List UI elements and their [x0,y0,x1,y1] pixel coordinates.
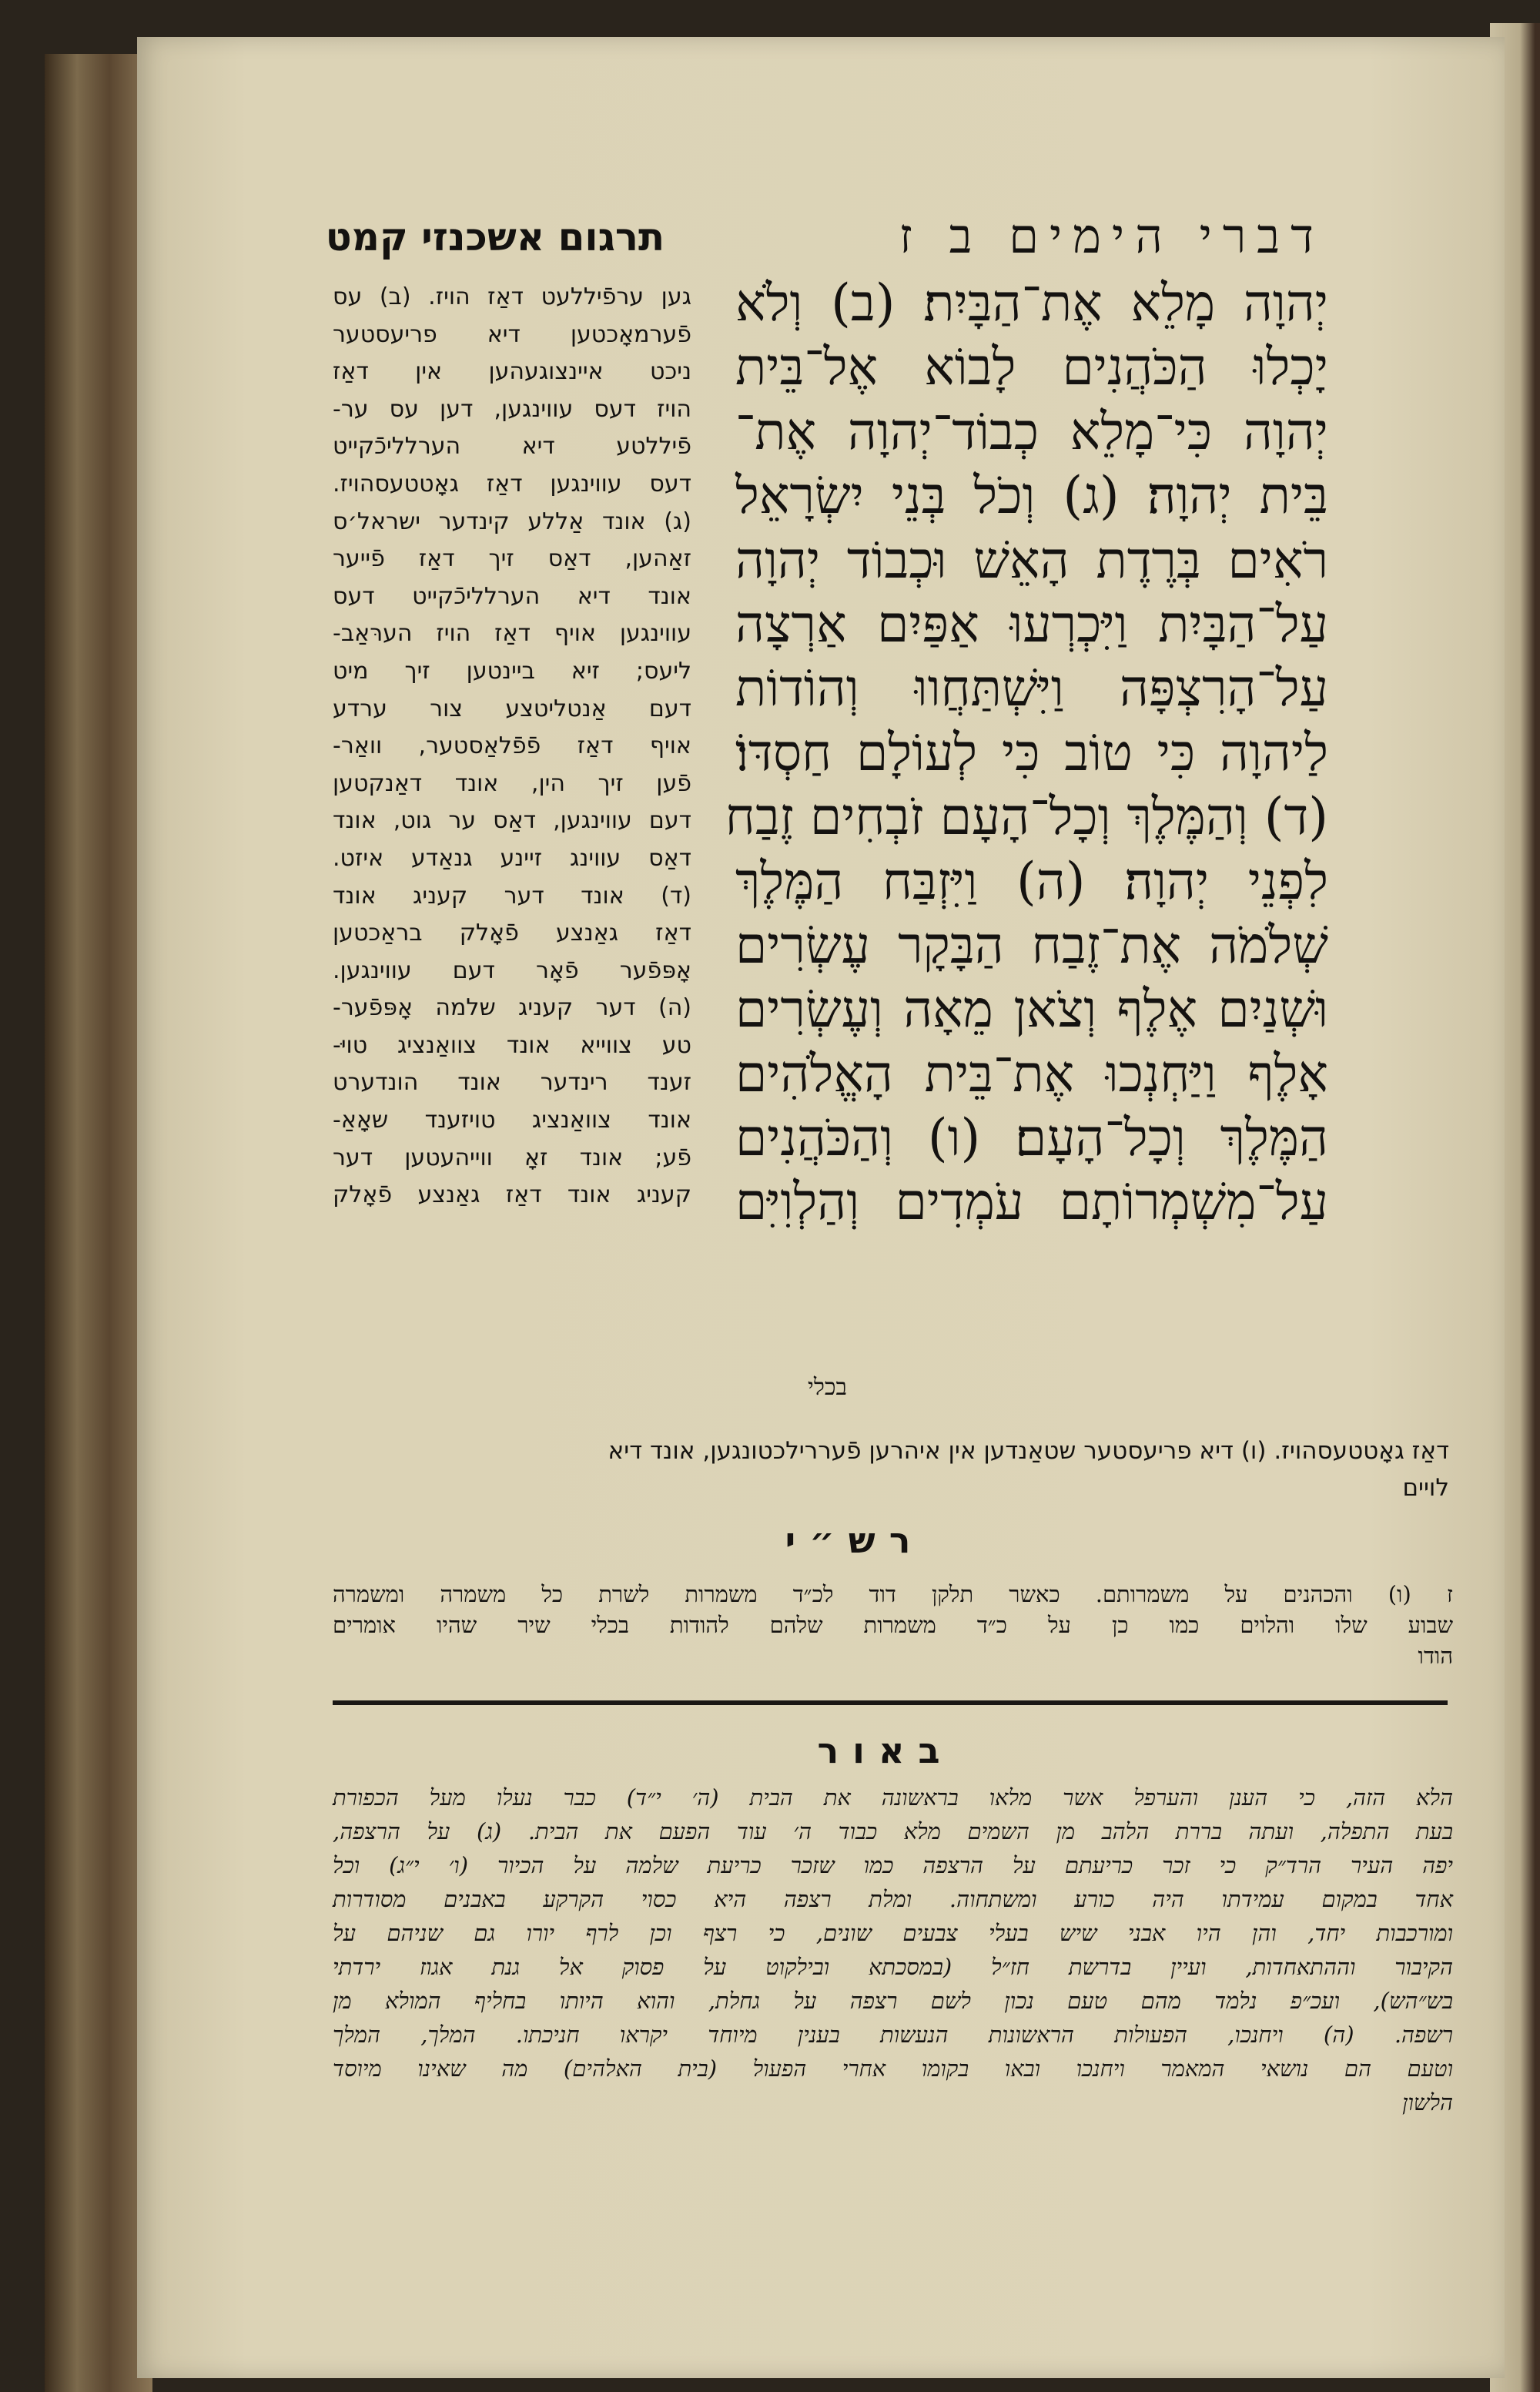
targum-line: עווינגען אויף דאַז הויז הערּאַב- [333,620,691,648]
targum-line: פֿיללטע דיא הערלליכֿקייט [333,433,691,461]
targum-line: אונד דיא הערלליכֿקייט דעס [333,582,691,610]
targum-line: דאַס עווינג זיינע גנאַדע איזט. [333,844,691,872]
targum-line: דעס עווינגען דאַז גאָטטעסהויז. [333,470,691,497]
rashi-line: שבוע שלו והלוים כמו כן על כ״ד משמרות שלהם להודות בכלי שיר שהיו אומרים [333,1612,1453,1638]
biur-commentary [333,1781,1453,2181]
targum-line: דעם עווינגען, דאַס ער גוט, אונד [333,807,691,835]
targum-line: אָפּפֿער פֿאָר דעם עווינגען. [333,956,691,984]
main-line: בֵּית יְהוָה׃ (ג) וְכֹל בְּנֵי יִשְׂרָאֵל [735,466,1328,526]
targum-column-header: תרגום אשכנזי קמט [325,215,665,260]
targum-continuation [333,1432,1449,1509]
biur-line: בש״הש), ועכ״פ נלמד מהם טעם נכון לשם רצפה על גחלת, והוא היותו בחליף המולא מן [333,1988,1453,2014]
targum-line: (ג) אונד אַללע קינדער ישראל׳ס [333,508,691,535]
targum-line: הויז דעס עווינגען, דען עס ער- [333,395,691,423]
targum-line: קעניג אונד דאַז גאַנצע פֿאָלק [333,1181,691,1209]
main-line: עַל־מִשְׁמְרוֹתָם עֹמְדִים וְהַלְוִיִּם [735,1172,1328,1232]
biur-line: הלשון [1402,2089,1453,2116]
main-column-header: דברי הימים ב ז [899,208,1324,264]
biur-line: וטעם הם נושאי המאמר ויחנכו ובאו בקומו אחרי הפעול (בית האלהים) מה שאינו מיוסד [333,2055,1453,2082]
rashi-line: הודו [1418,1643,1453,1669]
biur-line: יפה העיר הרד״ק כי זכר כריעתם על הרצפה כמו שזכר כריעת שלמה על הכיור (ו׳ י״ג) וכל [333,1852,1453,1878]
rashi-line: ז (ו) והכהנים על משמרותם. כאשר תלקן דוד לכ״ד משמרות לשרת כל משמרה ומשמרה [333,1581,1453,1607]
section-divider [333,1700,1448,1705]
main-line: (ד) וְהַמֶּלֶךְ וְכָל־הָעָם זֹבְחִים זֶבַח [725,787,1328,847]
targum-line: ליעס; זיא ביינטען זיך מיט [333,657,691,685]
biur-line: אחד במקום עמידתו היה כורע ומשתחוה. ומלת רצפה היא כסוי הקרקע באבנים מסודרות [333,1886,1453,1912]
main-line: לַיהוָה כִּי טוֹב כִּי לְעוֹלָם חַסְדּוֹ׃ [735,722,1328,782]
targum-line: אונד צוואַנציג טויזענד שאָאַ- [333,1107,691,1134]
targum-line: פֿען זיך הין, אונד דאַנקטען [333,769,691,797]
targum-line: גען ערפֿיללעט דאַז הויז. (ב) עס [333,283,691,310]
biur-line: ומורכבות יחד, והן היו אבני שיש בעלי צבעים שונים, כי רצף וכן לרף יורו גם שניהם על [333,1920,1453,1946]
targum-line: פֿערמאָכטען דיא פריעסטער [333,320,691,348]
targum-line: טע צווייא אונד צוואַנציג טויּ- [333,1031,691,1059]
rashi-header: רש״י [785,1519,925,1561]
targum-line: (ד) אונד דער קעניג אונד [333,882,691,910]
main-line: וּשְׁנַיִם אֶלֶף וְצֹאן מֵאָה וְעֶשְׂרִים [735,980,1328,1040]
main-line: עַל־הַבָּיִת וַיִּכְרְעוּ אַפַּיִם אַרְצָה [735,594,1328,654]
book-page-edges [45,54,152,2392]
targum-translation-text [333,279,691,1449]
rashi-commentary [333,1579,1453,1694]
main-line: יְהוָה מָלֵא אֶת־הַבָּיִת׃ (ב) וְלֹא [735,273,1328,333]
main-line: רֹאִים בְּרֶדֶת הָאֵשׁ וּכְבוֹד יְהוָה [735,530,1328,590]
targum-line: פֿע; אונד זאָ ווייהעטען דער [333,1144,691,1171]
targum-line: אויף דאַז פֿפֿלאַסטער, וואַר- [333,732,691,760]
targum-line: ניכט איינצוגעהען אין דאַז [333,358,691,386]
biur-header: באור [817,1730,954,1771]
biur-line: הלא הזה, כי הענן והערפל אשר מלאו בראשונה את הבית (ה׳ י״ד) כבר נעלו מעל הכפורת [333,1784,1453,1811]
main-line: יָכְלוּ הַכֹּהֲנִים לָבוֹא אֶל־בֵּית [735,337,1328,397]
targum-cont-line: דאַז גאָטטעסהויז. (ו) דיא פריעסטער שטאַנדען אין איהרען פֿעררילכטונגען, אונד דיא [608,1437,1449,1465]
main-line: עַל־הָרִצְפָּה וַיִּשְׁתַּחֲווּ וְהוֹדוֹת [735,658,1328,719]
biur-line: הקיבור וההתאחדות, ועיין בדרשת חז״ל (במסכתא ובילקוט על פסוק אל גנת אגוז ירדתי [333,1954,1453,1980]
targum-line: זענד רינדער אונד הונדערט [333,1069,691,1097]
main-line: שְׁלֹמֹה אֶת־זֶבַח הַבָּקָר עֶשְׂרִים [735,915,1328,975]
targum-cont-line: לויים [1402,1474,1449,1502]
main-line: לִפְנֵי יְהוָה׃ (ה) וַיִּזְבַּח הַמֶּלֶךְ [735,851,1328,911]
targum-line: דאַז גאַנצע פֿאָלק בראַכטען [333,920,691,947]
main-line: הַמֶּלֶךְ וְכָל־הָעָם׃ (ו) וְהַכֹּהֲנִים [735,1108,1328,1168]
targum-line: (ה) דער קעניג שלמה אָפּפֿער- [333,994,691,1022]
biur-line: בעת התפלה, ועתה בררת הלהב מן השמים מלא כבוד ה׳ עוד הפעם את הבית. (ג) על הרצפה, [333,1818,1453,1844]
targum-line: דעם אַנטליטצע צור ערדע [333,695,691,722]
main-hebrew-text [725,271,1328,1318]
targum-line: זאַהען, דאַס זיך דאַז פֿייער [333,545,691,573]
biur-line: רשפה. (ה) ויחנכו, הפעולות הראשונות הנעשות בענין מיוחד יקראו חניכתו. המלך, המלך [333,2022,1453,2048]
catchword: בכלי [807,1374,847,1401]
main-line: אָלֶף וַיַּחְנְכוּ אֶת־בֵּית הָאֱלֹהִים [735,1044,1328,1104]
main-line: יְהוָה כִּי־מָלֵא כְבוֹד־יְהוָה אֶת־ [735,401,1328,461]
